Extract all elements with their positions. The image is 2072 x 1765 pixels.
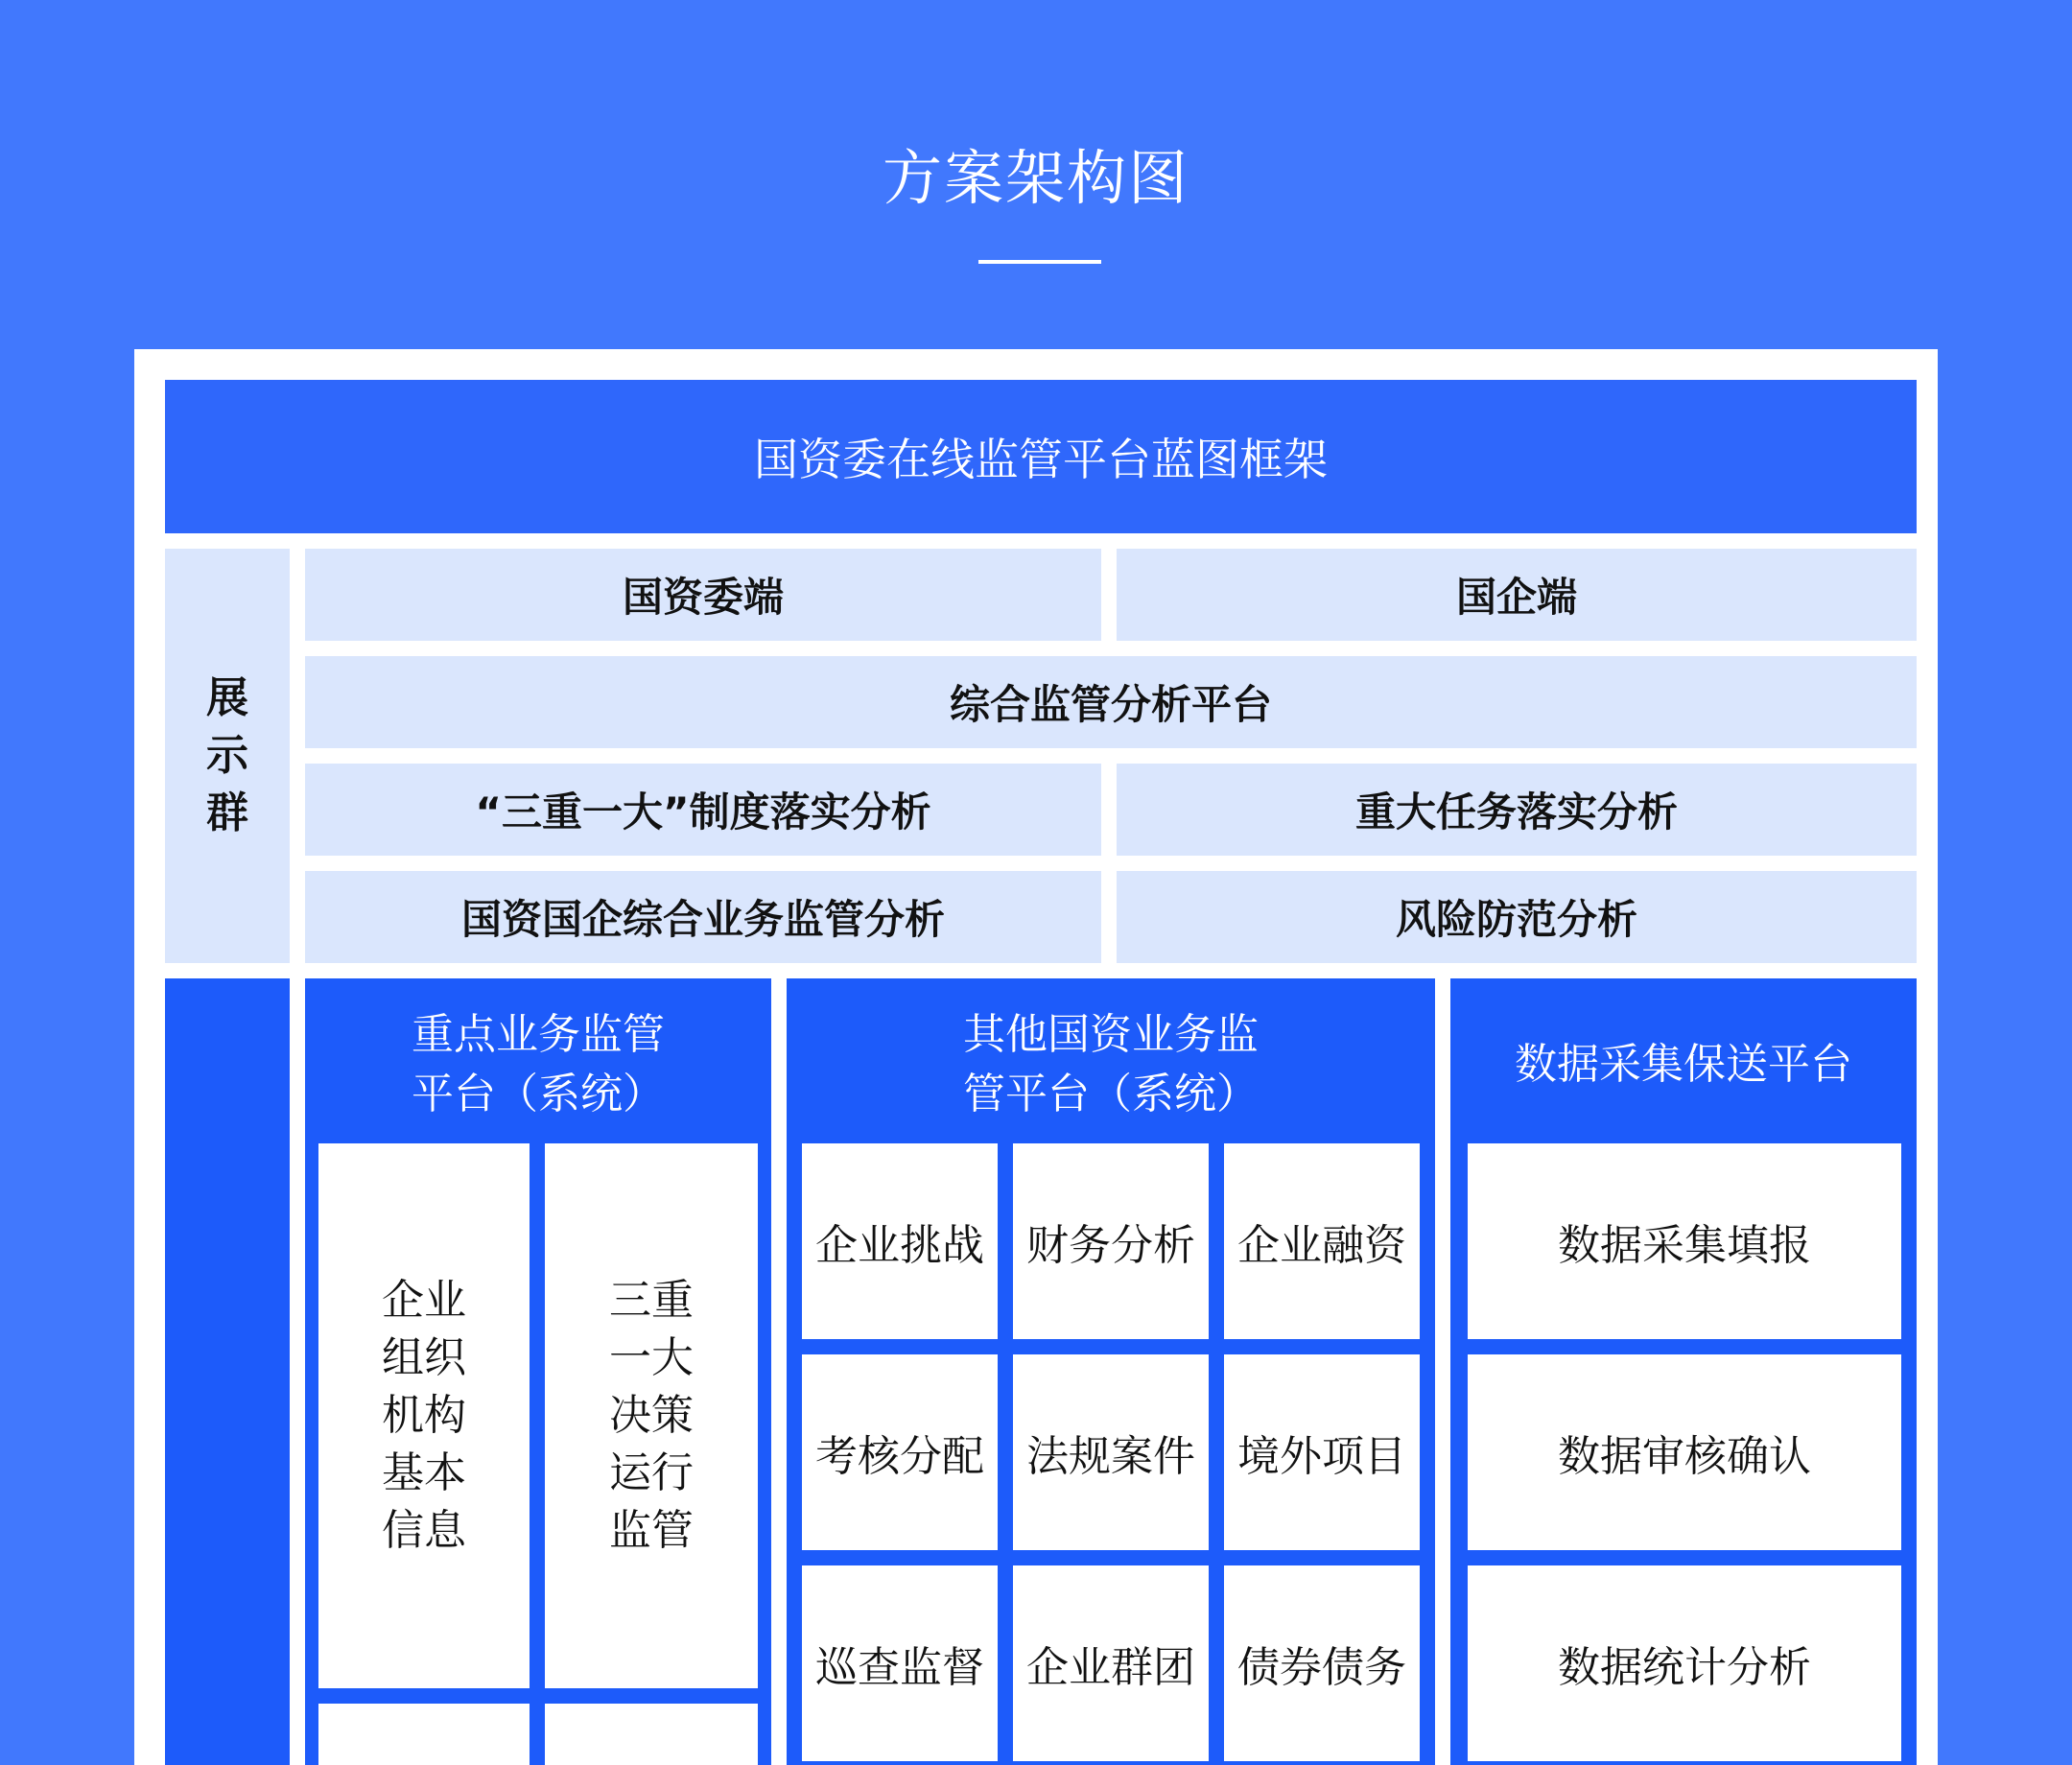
module-text-line: 机构 (382, 1391, 466, 1440)
module-enterprise-groups: 企业群团 (1013, 1565, 1209, 1761)
display-cell-business-supervision-analysis: 国资国企综合业务监管分析 (305, 871, 1101, 963)
three-major-decision-module (545, 1143, 758, 1688)
module-bonds-debts: 债券债务 (1224, 1565, 1420, 1761)
display-cell-risk-prevention-analysis: 风险防范分析 (1117, 871, 1917, 963)
platform-other-business-title (787, 998, 1435, 1132)
module-assessment-distribution: 考核分配 (802, 1354, 998, 1550)
module-text-line: 三重 (609, 1276, 694, 1325)
module-cell-empty (545, 1704, 758, 1765)
module-text-line: 信息 (382, 1506, 466, 1555)
module-data-collection-fill: 数据采集填报 (1468, 1143, 1901, 1339)
module-text-line: 运行 (609, 1448, 694, 1497)
org-info-module (318, 1143, 530, 1688)
page-title: 方案架构图 (882, 142, 1189, 213)
display-cell-soe-end: 国企端 (1117, 549, 1917, 641)
platform-title-line: 平台（系统） (412, 1070, 665, 1118)
platform-title-line: 管平台（系统） (963, 1070, 1259, 1118)
module-enterprise-financing: 企业融资 (1224, 1143, 1420, 1339)
module-text-line: 决策 (609, 1391, 694, 1440)
module-enterprise-challenge: 企业挑战 (802, 1143, 998, 1339)
module-text-line: 企业 (382, 1276, 466, 1325)
module-legal-cases: 法规案件 (1013, 1354, 1209, 1550)
display-group-label-char: 群 (206, 788, 248, 837)
module-text-line: 一大 (609, 1333, 694, 1382)
platform-title-line: 重点业务监管 (412, 1010, 665, 1059)
display-cell-major-task-analysis: 重大任务落实分析 (1117, 764, 1917, 856)
module-cell-empty (318, 1704, 530, 1765)
module-financial-analysis: 财务分析 (1013, 1143, 1209, 1339)
module-text-line: 基本 (382, 1448, 466, 1497)
display-cell-three-major-analysis: “三重一大”制度落实分析 (305, 764, 1101, 856)
module-text-line: 组织 (382, 1333, 466, 1382)
platform-group-label (165, 978, 290, 1765)
display-cell-sasac-end: 国资委端 (305, 549, 1101, 641)
platform-title-line: 其他国资业务监 (963, 1010, 1259, 1059)
title-divider (978, 260, 1101, 264)
module-text-line: 监管 (609, 1506, 694, 1555)
module-overseas-projects: 境外项目 (1224, 1354, 1420, 1550)
framework-banner: 国资委在线监管平台蓝图框架 (165, 380, 1917, 533)
platform-key-business-title (305, 998, 771, 1132)
module-inspection-supervision: 巡查监督 (802, 1565, 998, 1761)
display-group-label (165, 549, 290, 963)
platform-data-collection-title: 数据采集保送平台 (1515, 1040, 1852, 1089)
display-group-label-char: 示 (206, 731, 248, 780)
display-cell-comprehensive-platform: 综合监管分析平台 (305, 656, 1917, 748)
display-group-label-char: 展 (206, 673, 248, 722)
module-data-review-confirm: 数据审核确认 (1468, 1354, 1901, 1550)
module-data-statistics-analysis: 数据统计分析 (1468, 1565, 1901, 1761)
